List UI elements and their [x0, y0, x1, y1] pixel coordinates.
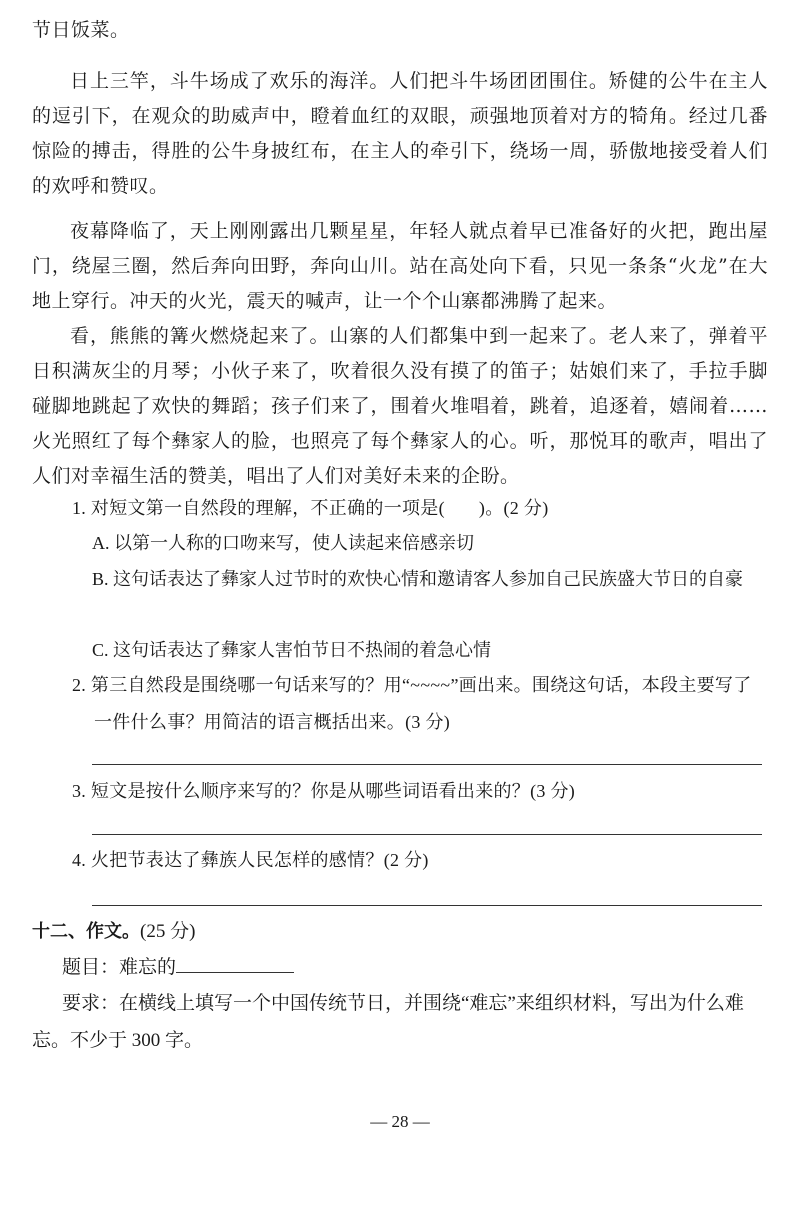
- composition-requirement: 要求：在横线上填写一个中国传统节日，并围绕“难忘”来组织材料，写出为什么难忘。不少于 300 字。: [32, 993, 744, 1051]
- composition-title-label: 题目：难忘的: [62, 957, 177, 978]
- question-4: 4. 火把节表达了彝族人民怎样的感情？(2 分): [72, 850, 429, 870]
- question-1-text-before: 1. 对短文第一自然段的理解，不正确的一项是(: [72, 498, 445, 518]
- passage-paragraph-0: 节日饭菜。: [32, 19, 130, 41]
- question-3: 3. 短文是按什么顺序来写的？你是从哪些词语看出来的？(3 分): [72, 781, 576, 801]
- question-1-option-c: C. 这句话表达了彝家人害怕节日不热闹的着急心情: [92, 640, 492, 660]
- question-4-answer-line[interactable]: [92, 905, 762, 906]
- composition-heading-text: 十二、作文。: [32, 921, 140, 942]
- passage-paragraph-1: 日上三竿，斗牛场成了欢乐的海洋。人们把斗牛场团团围住。矫健的公牛在主人的逗引下，在观众的助威声中，瞪着血红的双眼，顽强地顶着对方的犄角。经过几番惊险的搏击，得胜的公牛身披红布，在主人的牵引下，绕场一周，骄傲地接受着人们的欢呼和赞叹。: [32, 70, 768, 197]
- question-1-option-a: A. 以第一人称的口吻来写，使人读起来倍感亲切: [92, 533, 474, 553]
- composition-score: (25 分): [140, 921, 196, 942]
- question-1-option-b-text: B. 这句话表达了彝家人过节时的欢快心情和邀请客人参加自己民族盛大节日的自豪: [92, 569, 744, 589]
- question-1-option-b: [92, 560, 768, 598]
- question-1-text-after: )。(2 分): [478, 498, 549, 518]
- composition-title: [62, 952, 294, 983]
- composition-title-blank[interactable]: [176, 952, 294, 973]
- question-2: [72, 667, 768, 741]
- page-number: — 28 —: [370, 1112, 430, 1131]
- question-3-answer-line[interactable]: [92, 834, 762, 835]
- question-1: [72, 490, 768, 527]
- question-2-answer-line[interactable]: [92, 764, 762, 765]
- composition-heading: [32, 917, 195, 947]
- question-2-text: 2. 第三自然段是围绕哪一句话来写的？用“~~~~”画出来。围绕这句话，本段主要写了一件什么事？用简洁的语言概括出来。(3 分): [72, 675, 752, 732]
- passage-paragraph-2: 夜幕降临了，天上刚刚露出几颗星星，年轻人就点着早已准备好的火把，跑出屋门，绕屋三圈，然后奔向田野，奔向山川。站在高处向下看，只见一条条“火龙”在大地上穿行。冲天的火光，震天的喊声，让一个个山寨都沸腾了起来。: [32, 220, 768, 312]
- passage-paragraph-3: 看，熊熊的篝火燃烧起来了。山寨的人们都集中到一起来了。老人来了，弹着平日积满灰尘的月琴；小伙子来了，吹着很久没有摸了的笛子；姑娘们来了，手拉手脚碰脚地跳起了欢快的舞蹈；孩子们来了，围着火堆唱着，跳着，追逐着，嬉闹着……火光照红了每个彝家人的脸，也照亮了每个彝家人的心。听，那悦耳的歌声，唱出了人们对幸福生活的赞美，唱出了人们对美好未来的企盼。: [32, 325, 768, 487]
